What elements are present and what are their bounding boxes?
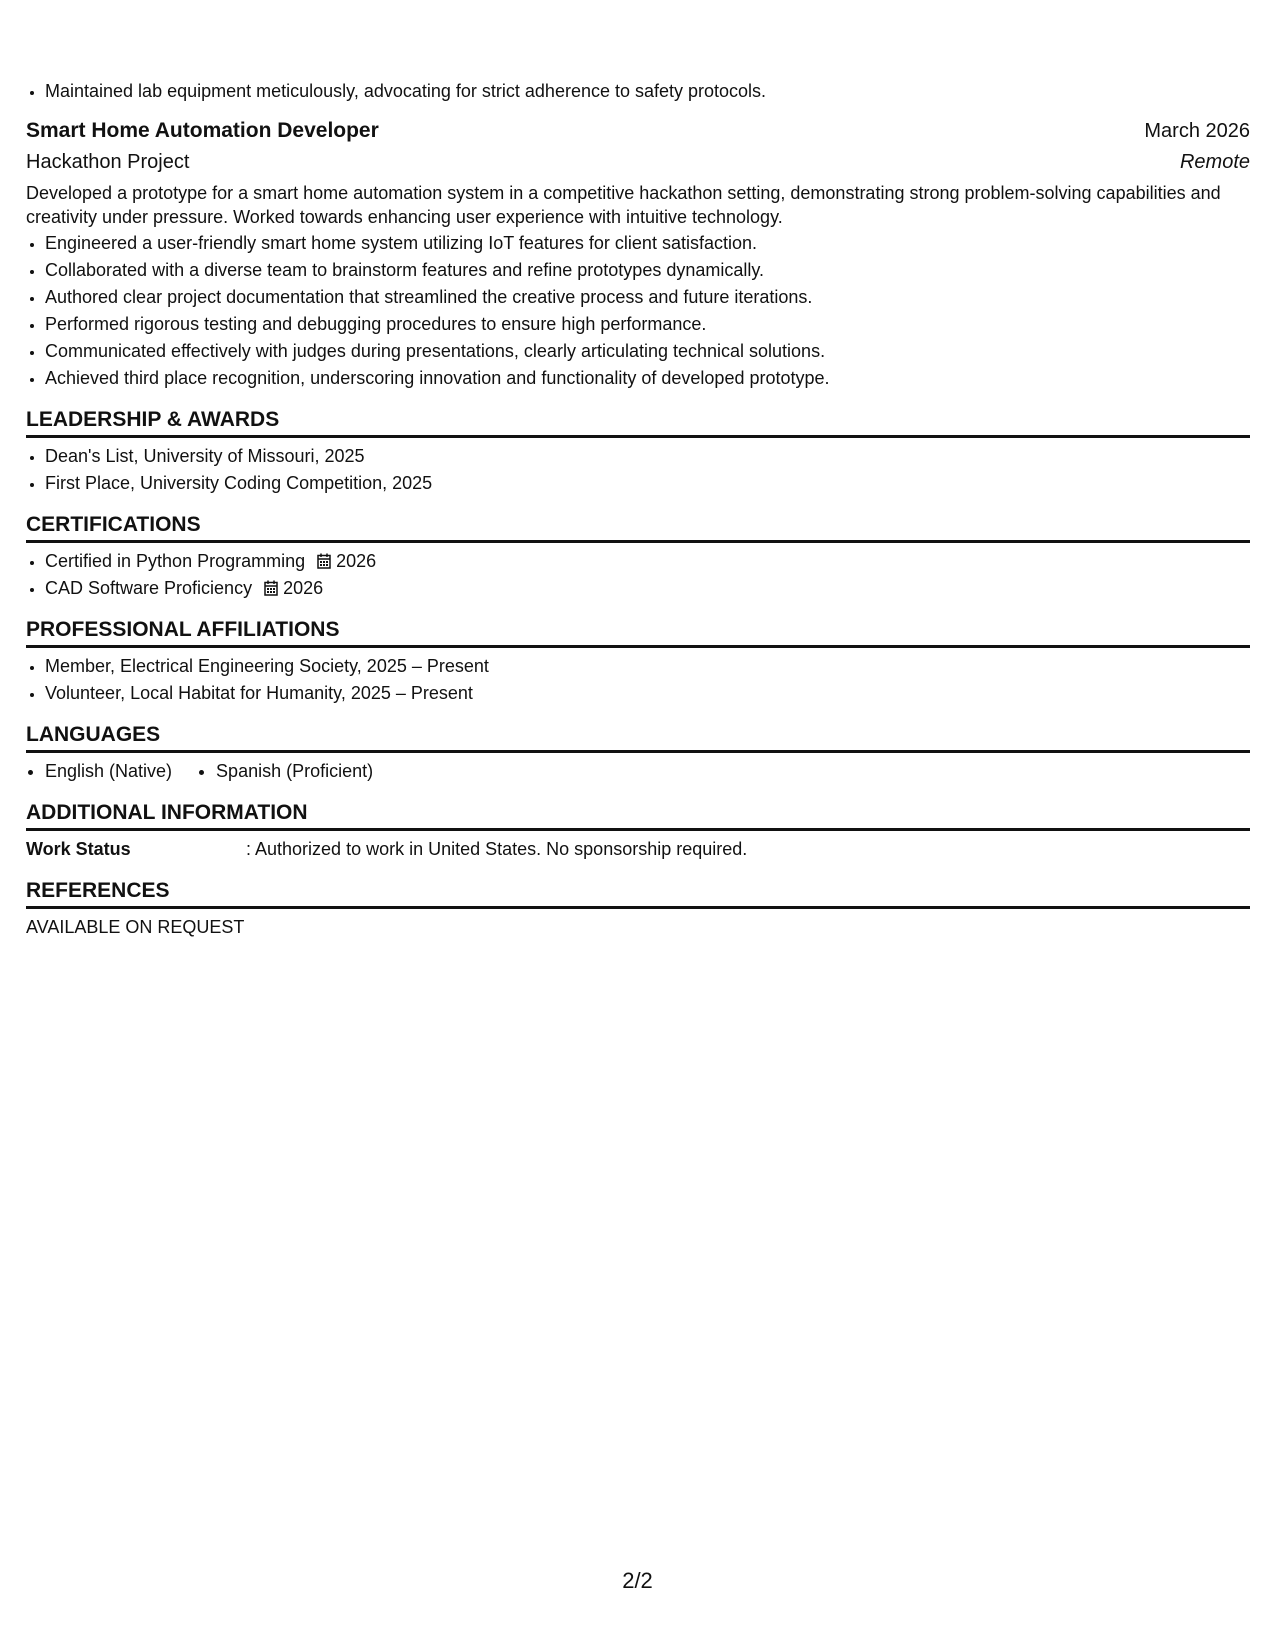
certification-year: 2026 (336, 551, 377, 571)
list-item: • First Place, University Coding Competition, 2025 (45, 470, 1250, 497)
section-heading: PROFESSIONAL AFFILIATIONS (26, 615, 1250, 648)
list-item: • Authored clear project documentation that streamlined the creative process and future iterations. (45, 284, 1250, 311)
section-heading: LANGUAGES (26, 720, 1250, 753)
section-heading: CERTIFICATIONS (26, 510, 1250, 543)
section-heading: LEADERSHIP & AWARDS (26, 405, 1250, 438)
certification-name: CAD Software Proficiency (45, 578, 253, 598)
additional-info-section (26, 798, 1250, 863)
certifications-section (26, 510, 1250, 602)
resume-page (26, 78, 1250, 941)
list-item: • Maintained lab equipment meticulously, advocating for strict adherence to safety protocols. (45, 78, 1250, 105)
job-title: Smart Home Automation Developer (26, 119, 379, 142)
job-entry (26, 115, 1250, 392)
list-item: • Member, Electrical Engineering Society, 2025 – Present (45, 653, 1250, 680)
previous-job-bullets (26, 78, 1250, 105)
job-location: Remote (1179, 151, 1250, 173)
references-section (26, 876, 1250, 941)
languages-section (26, 720, 1250, 785)
references-text: AVAILABLE ON REQUEST (26, 917, 245, 937)
section-heading: REFERENCES (26, 876, 1250, 909)
page-number: 2/2 (622, 1568, 653, 1593)
job-bullets (26, 230, 1250, 392)
list-item: • Engineered a user-friendly smart home system utilizing IoT features for client satisfaction. (45, 230, 1250, 257)
list-item: • Volunteer, Local Habitat for Humanity, 2025 – Present (45, 680, 1250, 707)
affiliations-section (26, 615, 1250, 707)
list-item: • Dean's List, University of Missouri, 2025 (45, 443, 1250, 470)
list-item: • Achieved third place recognition, underscoring innovation and functionality of developed prototype. (45, 365, 1250, 392)
certification-year: 2026 (283, 578, 324, 598)
job-description: Developed a prototype for a smart home automation system in a competitive hackathon setting, demonstrating strong problem-solving capabilities and creativity under pressure. Worked towards enhancing user experience with intuitive technology. (26, 183, 1221, 227)
job-date: March 2026 (1144, 120, 1250, 142)
list-item (45, 548, 1250, 575)
list-item: • Communicated effectively with judges during presentations, clearly articulating technical solutions. (45, 338, 1250, 365)
language-item: • English (Native) (45, 758, 172, 785)
work-status-label: Work Status (26, 839, 131, 859)
leadership-section (26, 405, 1250, 497)
list-item: • Performed rigorous testing and debugging procedures to ensure high performance. (45, 311, 1250, 338)
list-item: • Collaborated with a diverse team to brainstorm features and refine prototypes dynamically. (45, 257, 1250, 284)
job-organization: Hackathon Project (26, 151, 190, 173)
section-heading: ADDITIONAL INFORMATION (26, 798, 1250, 831)
work-status-value: : Authorized to work in United States. No sponsorship required. (246, 839, 748, 859)
calendar-icon (317, 553, 331, 569)
calendar-icon (264, 580, 278, 596)
list-item (45, 575, 1250, 602)
certification-name: Certified in Python Programming (45, 551, 306, 571)
language-item: • Spanish (Proficient) (216, 758, 373, 785)
